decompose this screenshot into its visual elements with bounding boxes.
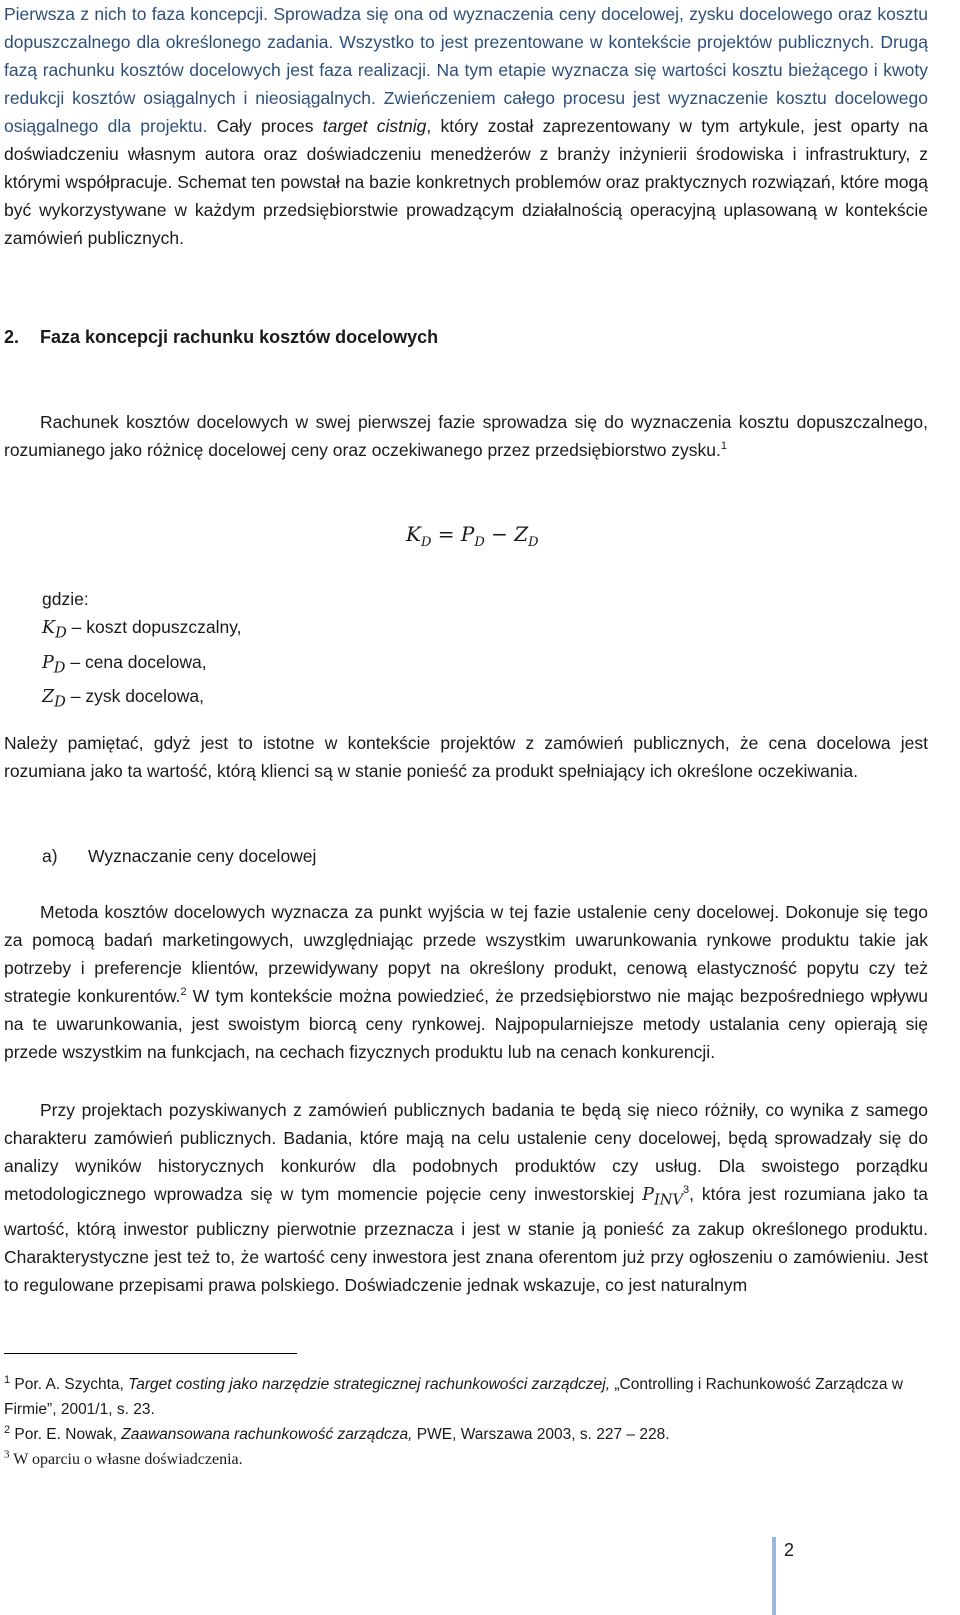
legend-symbol: Z [42,687,55,707]
section-title: Faza koncepcji rachunku kosztów docelowych [40,327,439,347]
formula-k-sub: D [420,535,432,550]
formula-legend [42,585,242,717]
legend-description: – cena docelowa, [65,651,207,672]
footnote-ref-3: 3 [682,1184,690,1197]
investor-price-sub: INV [653,1191,683,1209]
method-paragraph [4,898,928,1066]
footnote-text: Por. E. Nowak, [10,1426,122,1443]
legend-description: – koszt dopuszczalny, [66,617,242,637]
footnote-number: 2 [4,1423,11,1436]
concept-paragraph-text: Rachunek kosztów docelowych w swej pierwszej fazie sprowadza się do wyznaczenia kosztu dopuszczalnego, rozumianego jako różnicę docelowej ceny oraz oczekiwanego przez przedsiębiorstwo zysku. [4,412,928,460]
footnote-ref-1: 1 [720,440,728,453]
footnote-title: Target costing jako narzędzie strategicznej rachunkowości zarządczej, [128,1376,611,1393]
footnote-separator [4,1353,297,1354]
formula-k: K [406,522,421,546]
formula-z: Z [514,522,529,546]
subsection-heading [42,842,316,870]
legend-intro: gdzie: [42,589,89,609]
footnotes [4,1372,934,1472]
footnote-text: Por. A. Szychta, [10,1376,129,1393]
section-number: 2. [4,327,20,347]
subsection-title: Wyznaczanie ceny docelowej [88,846,317,866]
footnote [4,1372,934,1422]
page-number-bar [772,1537,776,1615]
intro-paragraph-text-end: , który został zaprezentowany w tym artykule, jest oparty na doświadczeniu własnym autora oraz doświadczeniu menedżerów z branży inżynierii środowiska i infrastruktury, z którymi współpracuje. Schemat ten powstał na bazie konkretnych problemów oraz praktycznych rozwiązań, które mogą być wykorzystywane w każdym przedsiębiorstwie prowadzącym działalnością operacyjną uplasowaną w kontekście zamówień publicznych. [4,116,929,248]
intro-paragraph-text: Cały proces [207,116,323,136]
formula-equals: = [431,522,461,546]
footnote-number: 1 [4,1373,11,1386]
intro-paragraph-blue-text: Pierwsza z nich to faza koncepcji. Sprowadza się ona od wyznaczenia ceny docelowej, zysku docelowego oraz kosztu dopuszczalnego dla określonego zadania. Wszystko to jest prezentowane w kontekście projektów publicznych. Drugą fazą rachunku kosztów docelowych jest faza realizacji. Na tym etapie wyznacza się wartości kosztu bieżącego i kwoty redukcji kosztów osiągalnych i nieosiągalnych. Zwieńczeniem całego procesu jest wyznaczenie kosztu docelowego osiągalnego dla projektu. [4,4,928,136]
method-paragraph-text-end: W tym kontekście można powiedzieć, że przedsiębiorstwo nie mając bezpośredniego wpływu na te uwarunkowania, jest swoistym biorcą ceny rynkowej. Najpopularniejsze metody ustalania ceny opierają się przede wszystkim na funkcjach, na cechach fizycznych produktu lub na cenach konkurencji. [4,986,928,1062]
footnote-ref-2: 2 [180,986,187,999]
legend-symbol-sub: D [53,659,66,676]
formula-minus: − [484,522,515,546]
footnote-text-end: „Controlling i Rachunkowość Zarządcza w Firmie”, 2001/1, s. 23. [4,1376,903,1418]
legend-description: – zysk docelowa, [65,686,204,706]
footnote [4,1422,934,1447]
intro-paragraph-italic: target cistnig [322,116,427,136]
concept-paragraph [4,408,928,464]
price-note-paragraph: Należy pamiętać, gdyż jest to istotne w kontekście projektów z zamówień publicznych, że cena docelowa jest rozumiana jako ta wartość, którą klienci są w stanie ponieść za produkt spełniający ich określone oczekiwania. [4,733,928,781]
legend-symbol-sub: D [54,693,66,711]
footnote [4,1447,934,1472]
method-paragraph-text: Metoda kosztów docelowych wyznacza za punkt wyjścia w tej fazie ustalenie ceny docelowej. Dokonuje się tego za pomocą badań marketingowych, uwzględniając przede wszystkim uwarunkowania rynkowe produktu takie jak potrzeby i preferencje klientów, przewidywany popyt na określony produkt, cenową elastyczność popytu czy też strategie konkurentów. [4,902,928,1006]
intro-paragraph [4,0,928,252]
footnote-text-end: PWE, Warszawa 2003, s. 227 – 228. [412,1426,670,1443]
legend-symbol-sub: D [55,624,67,642]
legend-item [42,613,242,648]
section-heading [4,327,438,348]
page-number: 2 [784,1540,795,1560]
formula-p-sub: D [474,535,485,550]
footnote-number: 3 [4,1448,10,1461]
investor-price-symbol: P [642,1185,654,1205]
footnote-text: W oparciu o własne doświadczenia. [9,1451,243,1468]
legend-item [42,682,242,717]
legend-symbol: P [42,652,54,673]
formula-z-sub: D [528,535,539,550]
legend-item [42,648,242,683]
cost-formula [406,522,539,550]
subsection-label: a) [42,846,58,866]
legend-symbol: K [42,618,56,638]
formula-p: P [460,522,475,546]
public-orders-text: Przy projektach pozyskiwanych z zamówień publicznych badania te będą się nieco różniły, co wynika z samego charakteru zamówień publicznych. Badania, które mają na celu ustalenie ceny docelowej, będą sprowadzały się do analizy wyników historycznych konkurów dla podobnych produktów czy usług. Dla swoistego porządku metodologicznego wprowadza się w tym momencie pojęcie ceny inwestorskiej [4,1100,928,1204]
public-orders-paragraph [4,1096,928,1299]
footnote-title: Zaawansowana rachunkowość zarządcza, [121,1426,413,1443]
public-orders-text-end: , która jest rozumiana jako ta wartość, którą inwestor publiczny pierwotnie przeznacza i jest w stanie ją ponieść za zakup określonego produktu. Charakterystyczne jest też to, że wartość ceny inwestora jest znana oferentom już przy ogłoszeniu o zamówieniu. Jest to regulowane przepisami prawa polskiego. Doświadczenie jednak wskazuje, co jest naturalnym [4,1184,928,1295]
